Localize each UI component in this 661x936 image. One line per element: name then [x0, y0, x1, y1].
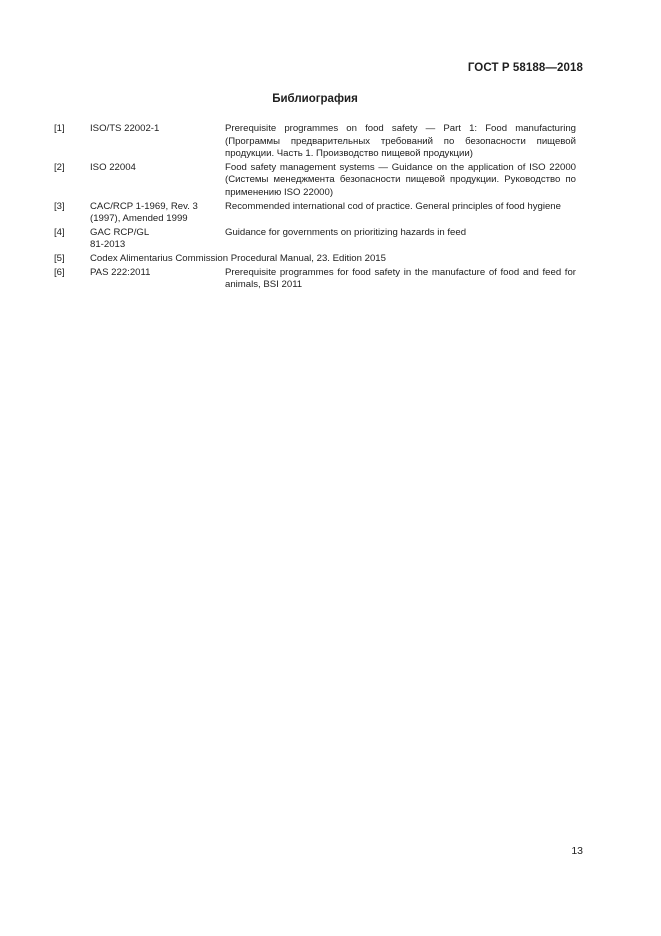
- entry-title: Food safety management systems — Guidance on the application of ISO 22000 (Системы менеджмента безопасности пищевой продукции. Руководство по применению ISO 22000): [225, 161, 576, 198]
- entry-number: [1]: [54, 123, 65, 134]
- entry-code: ISO/TS 22002-1: [90, 123, 160, 134]
- bibliography-entry-1: [54, 123, 576, 161]
- entry-title: Prerequisite programmes on food safety — Part 1: Food manufacturing (Программы предварительных требований по безопасности пищевой продукции. Часть 1. Производство пищевой продукции): [225, 123, 576, 160]
- entry-code: CAC/RCP 1-1969, Rev. 3 (1997), Amended 1999: [90, 200, 198, 225]
- bibliography-entry-3: [54, 201, 576, 226]
- entry-number: [5]: [54, 252, 65, 264]
- entry-full-text: Codex Alimentarius Commission Procedural Manual, 23. Edition 2015: [90, 252, 386, 264]
- entry-number: [2]: [54, 161, 65, 173]
- entry-number: [3]: [54, 200, 65, 212]
- bibliography-entry-4: [54, 227, 576, 252]
- entry-number: [6]: [54, 266, 65, 278]
- bibliography-list: [54, 123, 576, 293]
- page-number: 13: [571, 845, 583, 857]
- entry-code: ISO 22004: [90, 161, 136, 173]
- bibliography-heading: Библиография: [272, 93, 358, 105]
- entry-title: Guidance for governments on prioritizing hazards in feed: [225, 226, 467, 238]
- entry-title: Recommended international cod of practice. General principles of food hygiene: [225, 200, 561, 212]
- bibliography-entry-2: [54, 162, 576, 200]
- entry-title: Prerequisite programmes for food safety in the manufacture of food and feed for animals, BSI 2011: [225, 266, 576, 291]
- document-standard-number: ГОСТ Р 58188—2018: [467, 62, 583, 74]
- entry-code: PAS 222:2011: [90, 266, 151, 278]
- bibliography-entry-6: [54, 267, 576, 292]
- bibliography-entry-5: [54, 253, 576, 266]
- entry-code: GAC RCP/GL 81-2013: [90, 226, 150, 251]
- entry-number: [4]: [54, 226, 65, 238]
